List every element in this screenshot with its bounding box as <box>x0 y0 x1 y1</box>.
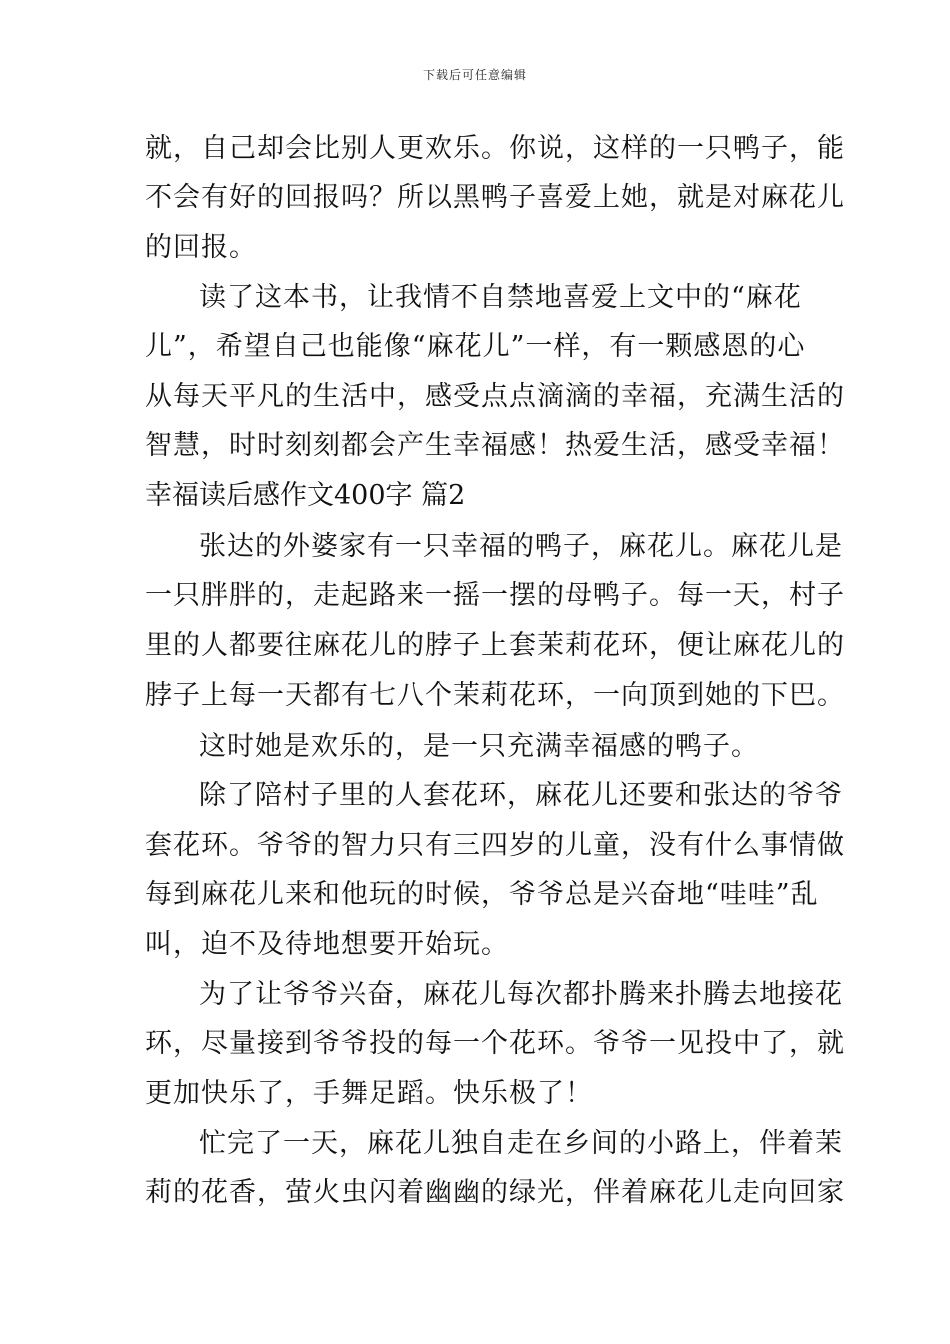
text-line: 里的人都要往麻花儿的脖子上套茉莉花环，便让麻花儿的 <box>145 630 845 661</box>
paragraph-first-line: 张达的外婆家有一只幸福的鸭子，麻花儿。麻花儿是 <box>199 531 843 562</box>
text-line: 每到麻花儿来和他玩的时候，爷爷总是兴奋地“哇哇”乱 <box>145 879 819 910</box>
text-line: 莉的花香，萤火虫闪着幽幽的绿光，伴着麻花儿走向回家 <box>145 1177 845 1208</box>
text-line: 从每天平凡的生活中，感受点点滴滴的幸福，充满生活的 <box>145 381 845 412</box>
text-line: 的回报。 <box>145 232 257 263</box>
text-line: 脖子上每一天都有七八个茉莉花环，一向顶到她的下巴。 <box>145 680 845 711</box>
text-line: 叫，迫不及待地想要开始玩。 <box>145 929 509 960</box>
text-line: 一只胖胖的，走起路来一摇一摆的母鸭子。每一天，村子 <box>145 580 845 611</box>
text-line: 更加快乐了，手舞足蹈。快乐极了！ <box>145 1078 593 1109</box>
text-line: 套花环。爷爷的智力只有三四岁的儿童，没有什么事情做 <box>145 830 845 861</box>
paragraph-first-line: 读了这本书，让我情不自禁地喜爱上文中的“麻花 <box>199 282 802 313</box>
section-heading: 幸福读后感作文400字 篇2 <box>145 480 466 511</box>
text-line: 就，自己却会比别人更欢乐。你说，这样的一只鸭子，能 <box>145 133 845 164</box>
text-line: 不会有好的回报吗？所以黑鸭子喜爱上她，就是对麻花儿 <box>145 182 845 213</box>
paragraph-first-line: 除了陪村子里的人套花环，麻花儿还要和张达的爷爷 <box>199 780 843 811</box>
text-line: 儿”，希望自己也能像“麻花儿”一样，有一颗感恩的心 <box>145 331 806 362</box>
page-header: 下载后可任意编辑 <box>422 68 527 82</box>
paragraph-first-line: 这时她是欢乐的，是一只充满幸福感的鸭子。 <box>199 731 759 762</box>
paragraph-first-line: 忙完了一天，麻花儿独自走在乡间的小路上，伴着茉 <box>199 1128 843 1159</box>
text-line: 环，尽量接到爷爷投的每一个花环。爷爷一见投中了，就 <box>145 1028 845 1059</box>
paragraph-first-line: 为了让爷爷兴奋，麻花儿每次都扑腾来扑腾去地接花 <box>199 979 843 1010</box>
text-line: 智慧，时时刻刻都会产生幸福感！热爱生活，感受幸福！ <box>145 430 845 461</box>
